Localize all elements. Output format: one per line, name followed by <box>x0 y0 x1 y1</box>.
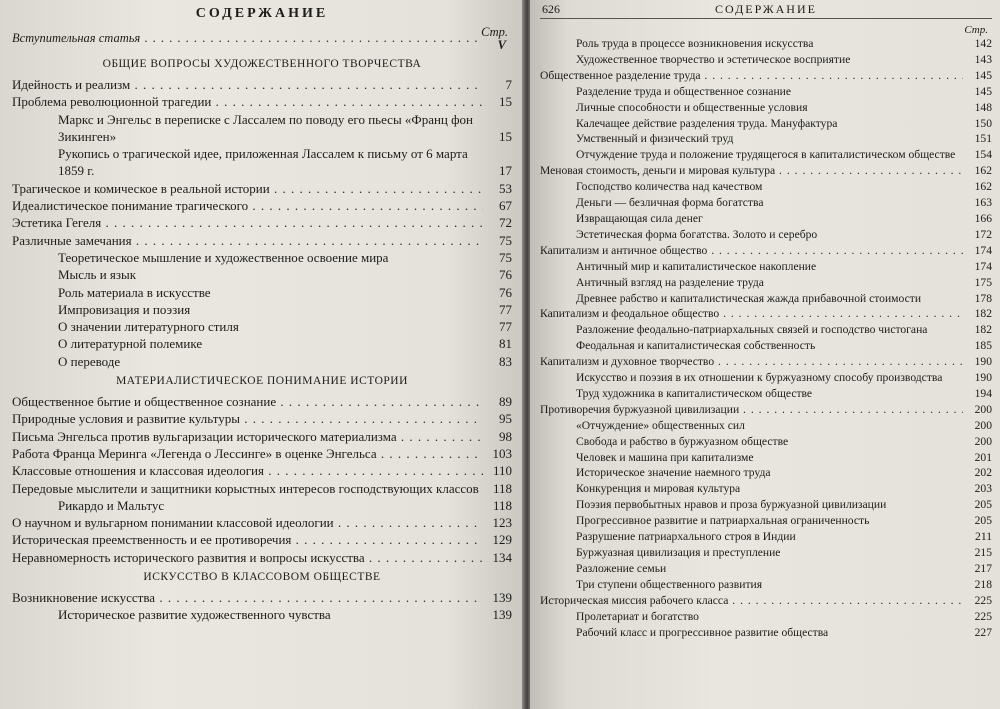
toc-entry-title: О литературной полемике <box>58 336 203 352</box>
toc-entry-title: Искусство и поэзия в их отношении к буржуазному способу производства <box>576 371 943 385</box>
toc-entry-title: Историческое развитие художественного чувства <box>58 607 331 623</box>
toc-subentry <box>540 179 992 195</box>
toc-entry <box>540 68 992 84</box>
section-heading: ОБЩИЕ ВОПРОСЫ ХУДОЖЕСТВЕННОГО ТВОРЧЕСТВА <box>102 58 422 70</box>
toc-page-number: 205 <box>974 498 992 512</box>
toc-entry-title: Историческая преемственность и ее противоречия . . . <box>12 531 483 548</box>
toc-page-number: 225 <box>974 609 992 623</box>
toc-entry-title: Конкуренция и мировая культура <box>576 482 741 496</box>
toc-subentry <box>12 301 512 318</box>
toc-entry <box>12 549 512 566</box>
toc-subentry <box>540 322 992 338</box>
toc-subentry <box>540 338 992 354</box>
toc-subentry <box>540 513 992 529</box>
toc-page-number: 175 <box>974 275 992 289</box>
toc-page-number: 145 <box>974 68 992 82</box>
toc-page-number: 75 <box>499 232 512 248</box>
toc-entry <box>540 402 992 418</box>
toc-subentry <box>540 386 992 402</box>
toc-page-number: 218 <box>974 577 992 591</box>
toc-entry-title: Господство количества над качеством <box>576 180 763 194</box>
toc-page-number: 143 <box>974 52 992 66</box>
toc-page-number: 75 <box>499 249 512 265</box>
toc-page-number: 145 <box>974 84 992 98</box>
toc-entry <box>540 354 992 370</box>
toc-page-number: 227 <box>974 625 992 639</box>
toc-page-number: 110 <box>492 463 512 479</box>
toc-entry-title: Буржуазная цивилизация и преступление <box>576 546 781 559</box>
toc-page-number: 150 <box>974 116 992 130</box>
toc-page-number: 15 <box>499 128 512 144</box>
toc-entry-title: Свобода и рабство в буржуазном обществе <box>576 434 789 448</box>
toc-page-number: 103 <box>492 445 512 461</box>
toc-page-number: 7 <box>505 77 512 92</box>
toc-subentry <box>540 84 992 100</box>
toc-page-number: 217 <box>974 561 992 575</box>
toc-entry <box>12 589 512 606</box>
toc-entry-title: Прогрессивное развитие и патриархальная ограниченность <box>576 514 870 528</box>
toc-page-number: 15 <box>499 94 512 110</box>
toc-subentry <box>12 266 512 283</box>
toc-entry <box>12 514 512 531</box>
toc-entry-title: Идеалистическое понимание трагического . . . <box>12 197 483 214</box>
section-heading: МАТЕРИАЛИСТИЧЕСКОЕ ПОНИМАНИЕ ИСТОРИИ <box>116 375 408 388</box>
toc-subentry <box>540 625 992 641</box>
running-title: СОДЕРЖАНИЕ <box>715 2 817 16</box>
toc-page-number: 77 <box>499 319 512 335</box>
toc-subentry <box>540 577 992 593</box>
toc-entry-title: Рабочий класс и прогрессивное развитие общества <box>576 625 829 639</box>
toc-entry <box>12 214 512 231</box>
toc-entry-title: Деньги — безличная форма богатства <box>576 196 764 210</box>
toc-entry-title: Историческая миссия рабочего класса . . . <box>540 593 963 609</box>
toc-page-number: 190 <box>974 355 992 369</box>
toc-page-number: 162 <box>974 180 992 194</box>
toc-subentry <box>540 609 992 625</box>
page-number: 626 <box>542 2 560 16</box>
toc-subentry <box>540 275 992 291</box>
toc-entry <box>12 445 512 462</box>
toc-page-number: 53 <box>499 180 512 196</box>
toc-page-number: 142 <box>974 37 992 50</box>
toc-subentry <box>540 52 992 68</box>
toc-page-number: 148 <box>974 100 992 114</box>
section-heading: ИСКУССТВО В КЛАССОВОМ ОБЩЕСТВЕ <box>143 571 381 584</box>
toc-page-number: 98 <box>499 428 512 444</box>
toc-entry-title: Возникновение искусства . . . <box>12 589 483 606</box>
toc-page-number: 225 <box>974 593 992 607</box>
toc-entry-title: Феодальная и капиталистическая собственность <box>576 339 816 353</box>
toc-entry-title: Капитализм и античное общество . . . <box>540 243 963 259</box>
toc-subentry <box>540 450 992 466</box>
toc-entry-title: Античный мир и капиталистическое накопление <box>576 259 817 273</box>
toc-subentry <box>12 353 512 370</box>
page-column-label: Стр. <box>964 24 988 36</box>
toc-entry-title: Разделение труда и общественное сознание <box>576 84 791 98</box>
toc-entry <box>12 393 512 410</box>
toc-subentry <box>540 529 992 545</box>
toc-entry-title: «Отчуждение» общественных сил <box>576 418 745 432</box>
toc-entry <box>540 306 992 322</box>
toc-subentry <box>12 111 512 146</box>
right-toc <box>540 36 992 640</box>
toc-subentry <box>12 249 512 266</box>
toc-page-number: 139 <box>492 590 512 606</box>
toc-entry-title: Маркс и Энгельс в переписке с Лассалем по поводу его пьесы «Франц фон Зикинген» <box>58 111 474 144</box>
toc-entry-title: Эстетика Гегеля . . . <box>12 214 483 231</box>
toc-entry-title: Передовые мыслители и защитники корыстных интересов господствующих классов <box>12 480 479 496</box>
toc-entry-title: Труд художника в капиталистическом обществе <box>576 386 813 400</box>
toc-page-number: 162 <box>974 164 992 178</box>
toc-entry <box>540 163 992 179</box>
toc-subentry <box>540 100 992 116</box>
toc-page-number: 81 <box>499 336 512 352</box>
page-title: СОДЕРЖАНИЕ <box>195 6 329 21</box>
toc-entry-title: Роль труда в процессе возникновения искусства <box>576 37 814 50</box>
toc-page-number: 185 <box>974 339 992 353</box>
toc-subentry <box>540 465 992 481</box>
left-toc <box>12 58 512 624</box>
toc-subentry <box>12 284 512 301</box>
toc-subentry <box>12 606 512 623</box>
toc-entry-title: Классовые отношения и классовая идеология . . . <box>12 462 483 479</box>
toc-entry-title: Природные условия и развитие культуры . . . <box>12 410 483 427</box>
toc-subentry <box>540 211 992 227</box>
toc-page-number: 174 <box>974 243 992 257</box>
toc-entry <box>540 593 992 609</box>
toc-entry-title: Калечащее действие разделения труда. Мануфактура <box>576 116 838 130</box>
toc-page-number: 203 <box>974 482 992 496</box>
toc-entry-title: Рикардо и Мальтус <box>58 497 165 513</box>
toc-page-number: 83 <box>499 353 512 369</box>
toc-entry-title: Извращающая сила денег <box>576 211 703 225</box>
toc-entry-title: Трагическое и комическое в реальной истории . . . <box>12 180 483 197</box>
toc-entry-title: Умственный и физический труд <box>576 132 734 146</box>
toc-entry-title: Художественное творчество и эстетическое восприятие <box>576 52 851 66</box>
toc-page-number: 205 <box>974 514 992 528</box>
toc-page-number: 118 <box>492 497 512 513</box>
toc-subentry <box>540 370 992 386</box>
intro-page-number: V <box>497 38 506 52</box>
toc-entry-title: Поэзия первобытных нравов и проза буржуазной цивилизации <box>576 498 887 512</box>
toc-subentry <box>540 561 992 577</box>
toc-entry-title: Общественное разделение труда . . . <box>540 68 963 84</box>
intro-label: Вступительная статья . . . <box>12 31 482 46</box>
right-page <box>530 0 1000 709</box>
toc-entry <box>12 93 512 110</box>
toc-page-number: 163 <box>974 196 992 210</box>
toc-entry-title: Разрушение патриархального строя в Индии <box>576 530 796 544</box>
toc-subentry <box>540 36 992 52</box>
toc-subentry <box>12 318 512 335</box>
toc-entry-title: Древнее рабство и капиталистическая жажда прибавочной стоимости <box>576 291 922 305</box>
toc-page-number: 76 <box>499 284 512 300</box>
toc-page-number: 154 <box>974 148 992 162</box>
running-header <box>540 0 992 19</box>
toc-subentry <box>540 227 992 243</box>
toc-entry <box>12 197 512 214</box>
toc-entry-title: Идейность и реализм . . . <box>12 76 483 93</box>
toc-subentry <box>540 418 992 434</box>
toc-subentry <box>12 335 512 352</box>
toc-entry-title: Неравномерность исторического развития и вопросы искусства . . . <box>12 549 483 566</box>
toc-entry <box>12 428 512 445</box>
toc-page-number: 172 <box>974 227 992 241</box>
toc-entry <box>12 76 512 93</box>
toc-entry-title: Различные замечания . . . <box>12 232 483 249</box>
toc-page-number: 200 <box>974 402 992 416</box>
toc-entry-title: Импровизация и поэзия <box>58 301 191 317</box>
intro-entry <box>12 25 512 53</box>
toc-entry-title: Рукопись о трагической идее, приложенная Лассалем к письму от 6 марта 1859 г. <box>58 146 468 179</box>
toc-page-number: 166 <box>974 211 992 225</box>
toc-page-number: 178 <box>974 291 992 305</box>
toc-entry-title: Капитализм и духовное творчество . . . <box>540 354 963 370</box>
toc-page-number: 200 <box>974 434 992 448</box>
toc-page-number: 174 <box>974 259 992 273</box>
toc-entry-title: Роль материала в искусстве <box>58 284 211 300</box>
toc-entry-title: Проблема революционной трагедии . . . <box>12 93 483 110</box>
toc-page-number: 118 <box>492 480 512 496</box>
toc-page-number: 95 <box>499 411 512 427</box>
toc-entry <box>540 243 992 259</box>
toc-page-number: 123 <box>492 515 512 531</box>
toc-subentry <box>540 195 992 211</box>
toc-page-number: 17 <box>499 163 512 179</box>
toc-entry-title: Пролетариат и богатство <box>576 609 699 623</box>
toc-entry-title: Письма Энгельса против вульгаризации исторического материализма . . . <box>12 428 483 445</box>
toc-page-number: 76 <box>499 267 512 283</box>
toc-subentry <box>540 131 992 147</box>
toc-entry-title: Общественное бытие и общественное сознание . . . <box>12 393 483 410</box>
toc-page-number: 72 <box>499 215 512 231</box>
toc-page-number: 211 <box>975 530 992 544</box>
toc-entry-title: Мысль и язык <box>58 267 137 283</box>
toc-subentry <box>540 545 992 561</box>
toc-subentry <box>540 116 992 132</box>
toc-subentry <box>540 147 992 163</box>
toc-entry-title: О переводе <box>58 353 121 369</box>
toc-entry <box>12 232 512 249</box>
toc-entry-title: Личные способности и общественные условия <box>576 100 808 114</box>
toc-subentry <box>12 497 512 514</box>
toc-page-number: 151 <box>974 132 992 146</box>
toc-subentry <box>540 481 992 497</box>
toc-entry-title: Меновая стоимость, деньги и мировая культура . . . <box>540 163 963 179</box>
toc-subentry <box>540 259 992 275</box>
toc-entry-title: Капитализм и феодальное общество . . . <box>540 306 963 322</box>
toc-page-number: 129 <box>492 532 512 548</box>
toc-entry-title: О значении литературного стиля <box>58 319 239 335</box>
toc-entry-title: Теоретическое мышление и художественное освоение мира <box>58 249 389 265</box>
toc-entry-title: О научном и вульгарном понимании классовой идеологии . . . <box>12 514 483 531</box>
page-column-label: Стр. <box>481 25 508 39</box>
toc-page-number: 194 <box>974 386 992 400</box>
toc-page-number: 134 <box>492 549 512 565</box>
toc-subentry <box>540 434 992 450</box>
toc-entry <box>12 180 512 197</box>
toc-page-number: 77 <box>499 301 512 317</box>
toc-subentry <box>540 497 992 513</box>
toc-entry-title: Разложение семьи <box>576 561 667 575</box>
toc-entry-title: Разложение феодально-патриархальных связей и господство чистогана <box>576 323 928 337</box>
toc-entry-title: Три ступени общественного развития <box>576 577 763 591</box>
toc-page-number: 202 <box>974 466 992 480</box>
toc-entry <box>12 410 512 427</box>
toc-entry-title: Эстетическая форма богатства. Золото и серебро <box>576 227 818 241</box>
toc-page-number: 182 <box>974 307 992 321</box>
toc-page-number: 67 <box>499 198 512 214</box>
toc-entry-title: Отчуждение труда и положение трудящегося в капиталистическом обществе <box>576 148 956 162</box>
toc-entry <box>12 531 512 548</box>
toc-entry <box>12 480 512 497</box>
toc-entry <box>12 462 512 479</box>
toc-page-number: 139 <box>492 607 512 623</box>
toc-page-number: 89 <box>499 394 512 410</box>
toc-entry-title: Работа Франца Меринга «Легенда о Лессинге» в оценке Энгельса . . . <box>12 445 483 462</box>
toc-entry-title: Античный взгляд на разделение труда <box>576 275 764 289</box>
toc-subentry <box>12 145 512 180</box>
toc-subentry <box>540 291 992 307</box>
toc-page-number: 182 <box>974 323 992 337</box>
toc-page-number: 200 <box>974 418 992 432</box>
toc-page-number: 215 <box>974 546 992 559</box>
toc-entry-title: Историческое значение наемного труда <box>576 466 771 480</box>
toc-page-number: 201 <box>974 450 992 464</box>
toc-entry-title: Противоречия буржуазной цивилизации . . . <box>540 402 963 418</box>
toc-page-number: 190 <box>974 371 992 385</box>
toc-entry-title: Человек и машина при капитализме <box>576 450 754 464</box>
